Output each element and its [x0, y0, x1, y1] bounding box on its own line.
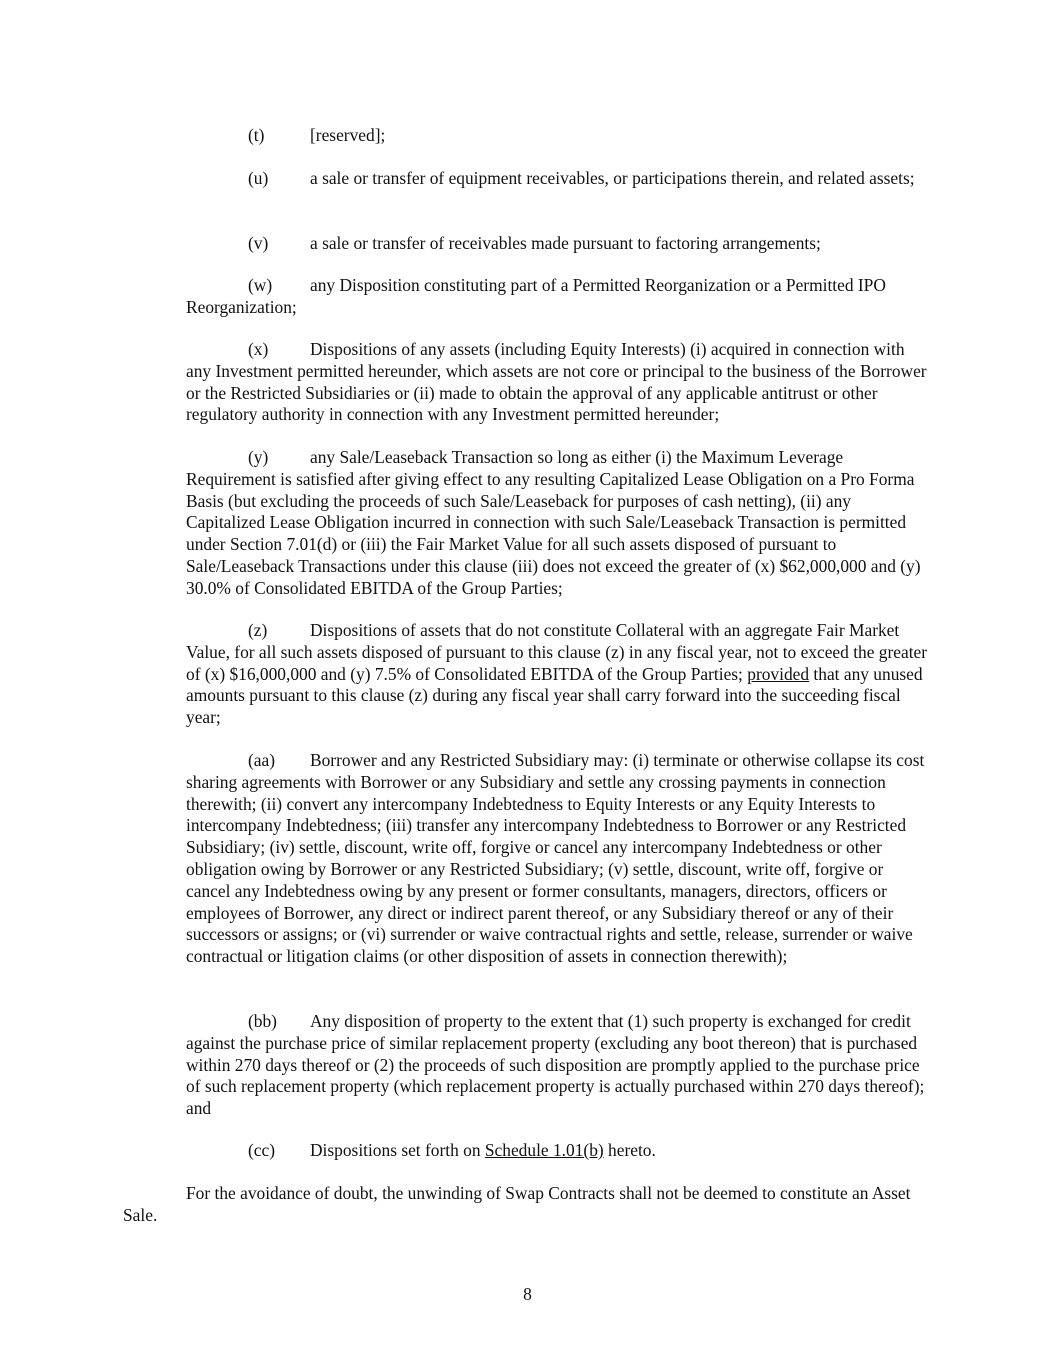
- clause-text: a sale or transfer of equipment receivables, or participations therein, and related assets;: [310, 168, 915, 188]
- clause-text: Borrower and any Restricted Subsidiary may: (i) terminate or otherwise collapse its cost sharing agreements with Borrower or any Subsidiary and settle any crossing payments in connection therewith; (ii) convert any intercompany Indebtedness to Equity Interests or any Equity Interests to intercompany Indebtedness; (iii) transfer any intercompany Indebtedness to Borrower or any Restricted Subsidiary; (iv) settle, discount, write off, forgive or cancel any intercompany Indebtedness or other obligation owing by Borrower or any Restricted Subsidiary; (v) settle, discount, write off, forgive or cancel any Indebtedness owing by any present or former consultants, managers, directors, officers or employees of Borrower, any direct or indirect parent thereof, or any Subsidiary thereof or any of their successors or assigns; or (vi) surrender or waive contractual rights and settle, release, surrender or waive contractual or litigation claims (or other disposition of assets in connection therewith);: [186, 750, 925, 967]
- clause-label: (t): [248, 125, 265, 145]
- clause-text: any Sale/Leaseback Transaction so long as either (i) the Maximum Leverage Requirement is satisfied after giving effect to any resulting Capitalized Lease Obligation on a Pro Forma Basis (but excluding the proceeds of such Sale/Leaseback for purposes of cash netting), (ii) any Capitalized Lease Obligation incurred in connection with such Sale/Leaseback Transaction is permitted under Section 7.01(d) or (iii) the Fair Market Value for all such assets disposed of pursuant to Sale/Leaseback Transactions under this clause (iii) does not exceed the greater of (x) $62,000,000 and (y) 30.0% of Consolidated EBITDA of the Group Parties;: [186, 447, 921, 598]
- clause-label: (z): [248, 620, 268, 640]
- clause-v: [186, 233, 931, 255]
- clause-text: Dispositions of assets that do not constitute Collateral with an aggregate Fair Market Value, for all such assets disposed of pursuant to this clause (z) in any fiscal year, not to exceed the greater of (x) $16,000,000 and (y) 7.5% of Consolidated EBITDA of the Group Parties;: [186, 620, 928, 684]
- clause-cc: [186, 1140, 931, 1162]
- clause-label: (aa): [248, 750, 276, 770]
- clause-label: (v): [248, 233, 269, 253]
- clause-label: (bb): [248, 1011, 277, 1031]
- provided-term: provided: [747, 663, 810, 684]
- clause-text: a sale or transfer of receivables made pursuant to factoring arrangements;: [310, 233, 821, 253]
- clause-label: (x): [248, 339, 269, 359]
- clause-label: (u): [248, 168, 269, 188]
- schedule-reference: Schedule 1.01(b): [484, 1140, 604, 1160]
- clause-bb: [186, 1011, 931, 1120]
- clause-x: [186, 339, 931, 426]
- clause-text: Dispositions set forth on: [310, 1140, 485, 1160]
- page-number: 8: [523, 1284, 532, 1304]
- clause-label: (cc): [248, 1140, 276, 1160]
- clause-text: Any disposition of property to the extent that (1) such property is exchanged for credit against the purchase price of similar replacement property (excluding any boot thereon) that is purchased within 270 days thereof or (2) the proceeds of such disposition are promptly applied to the purchase price of such replacement property (which replacement property is actually purchased within 270 days thereof); and: [186, 1011, 925, 1119]
- closing-paragraph: For the avoidance of doubt, the unwinding of Swap Contracts shall not be deemed to constitute an Asset Sale.: [123, 1183, 911, 1225]
- clause-text: [reserved];: [310, 125, 386, 145]
- clause-label: (w): [248, 275, 273, 295]
- clause-z: [186, 620, 931, 729]
- clause-label: (y): [248, 447, 269, 467]
- clause-aa: [186, 750, 931, 968]
- clause-text: Dispositions of any assets (including Equity Interests) (i) acquired in connection with any Investment permitted hereunder, which assets are not core or principal to the business of the Borrower or the Restricted Subsidiaries or (ii) made to obtain the approval of any applicable antitrust or other regulatory authority in connection with any Investment permitted hereunder;: [186, 339, 927, 425]
- clause-text: any Disposition constituting part of a Permitted Reorganization or a Permitted IPO Reorganization;: [186, 275, 886, 317]
- clause-text: hereto.: [603, 1140, 656, 1160]
- clause-text: that any unused amounts pursuant to this clause (z) during any fiscal year shall carry forward into the succeeding fiscal year;: [186, 663, 923, 728]
- clause-y: [186, 447, 931, 600]
- clause-t: [186, 125, 931, 147]
- clause-w: [186, 275, 931, 319]
- clause-u: [186, 168, 931, 190]
